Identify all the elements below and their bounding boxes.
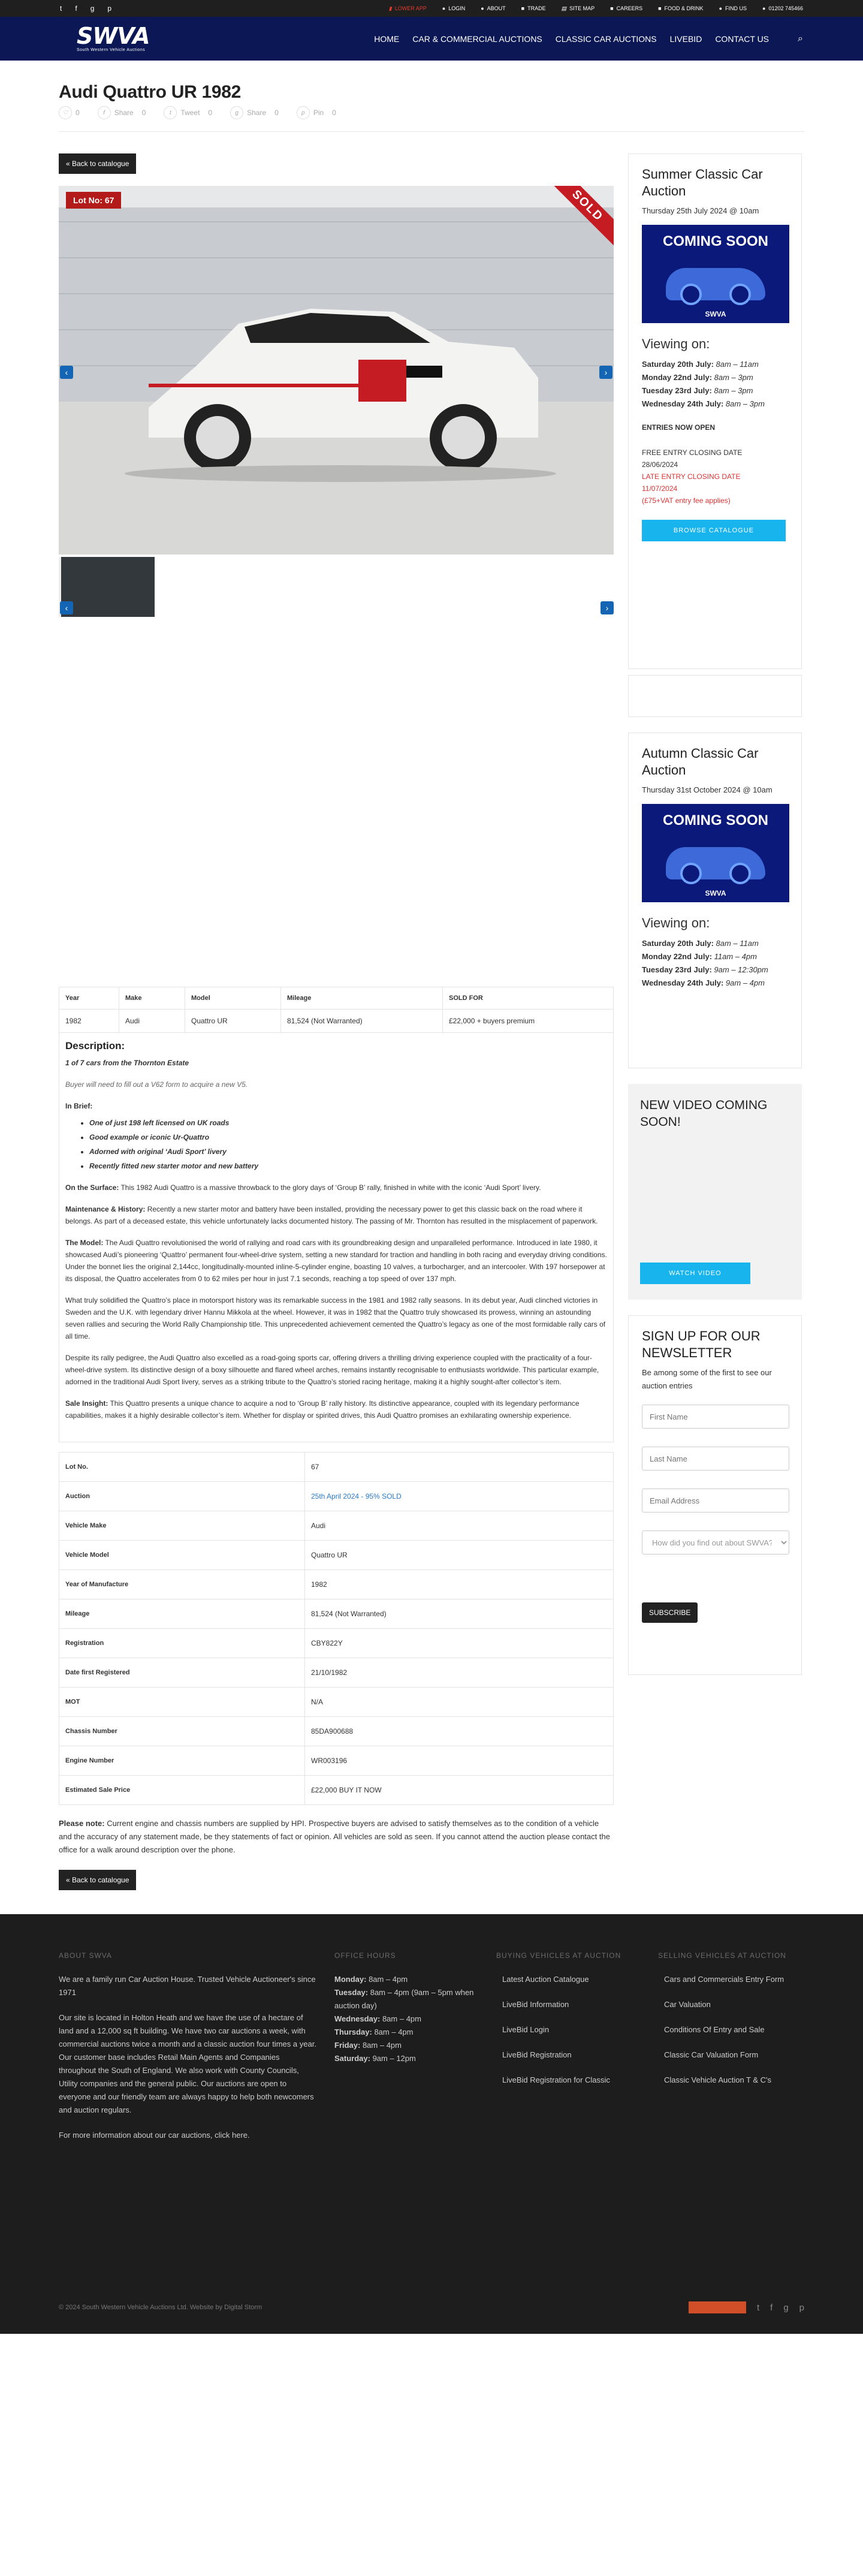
paragraph-maintenance: Maintenance & History: Recently a new starter motor and battery have been installed, providing the necessary power to get this classic back on the road where it belongs. As part of a deceased estate, this vehicle unfortunately lacks documented history. The passing of Mr. Thornton has resulted in the misplacement of paperwork. bbox=[65, 1205, 598, 1225]
facebook-icon[interactable]: f bbox=[75, 4, 77, 13]
newsletter-card bbox=[628, 1315, 802, 1675]
top-bar bbox=[0, 0, 863, 17]
table-row: MOT N/A bbox=[59, 1688, 614, 1717]
nav-livebid[interactable]: LIVEBID bbox=[669, 34, 702, 44]
email-field[interactable] bbox=[642, 1489, 789, 1513]
top-link-phone[interactable]: ● 01202 745466 bbox=[762, 5, 803, 11]
top-social bbox=[60, 4, 111, 13]
pin-icon: ● bbox=[719, 5, 722, 11]
table-row: Year of Manufacture 1982 bbox=[59, 1570, 614, 1599]
description-heading: Description: bbox=[65, 1040, 125, 1052]
nav-contact[interactable]: CONTACT US bbox=[715, 34, 770, 44]
footer-buying: BUYING VEHICLES AT AUCTION Latest Auction Catalogue LiveBid Information LiveBid Login LiveBid Registration LiveBid Registration for Classic bbox=[496, 1951, 640, 2142]
viewing-times: Viewing on: Saturday 20th July: 8am – 11am Monday 22nd July: 8am – 3pm Tuesday 23rd July: 8am – 3pm Wednesday 24th July: 8am – 3pm bbox=[642, 336, 765, 408]
table-row: Chassis Number 85DA900688 bbox=[59, 1717, 614, 1746]
site-footer bbox=[0, 1914, 863, 2334]
map-icon: ▤ bbox=[561, 5, 567, 11]
card-date: Thursday 25th July 2024 @ 10am bbox=[642, 206, 759, 215]
google-icon: g bbox=[230, 106, 243, 119]
paragraph-sale-insight: Sale Insight: This Quattro presents a unique chance to acquire a nod to ‘Group B’ rally history. Its distinctive appearance, coupled with its legendary performance capabilities, makes it a highly desirable collector’s item. Whether for display or spirited drives, this Audi Quattro promises an exhilarating ownership experience. bbox=[65, 1399, 580, 1420]
browse-catalogue-button[interactable]: BROWSE CATALOGUE bbox=[642, 520, 786, 541]
table-row: Vehicle Make Audi bbox=[59, 1511, 614, 1541]
newsletter-title: SIGN UP FOR OUR NEWSLETTER bbox=[642, 1328, 761, 1360]
copyright: © 2024 South Western Vehicle Auctions Ltd. Website by Digital Storm bbox=[59, 2304, 262, 2311]
phone-icon: ▮ bbox=[388, 5, 392, 11]
newsletter-text: Be among some of the first to see our auction entries bbox=[642, 1368, 772, 1390]
heart-icon: ♡ bbox=[59, 106, 72, 119]
google-icon[interactable]: g bbox=[783, 2302, 789, 2313]
auction-link[interactable]: 25th April 2024 - 95% SOLD bbox=[305, 1482, 614, 1511]
google-icon[interactable]: g bbox=[90, 4, 95, 13]
pinterest-icon: p bbox=[297, 106, 310, 119]
google-share-button[interactable]: g Share 0 bbox=[230, 106, 279, 119]
watch-video-button[interactable]: WATCH VIDEO bbox=[640, 1263, 750, 1284]
footer-link[interactable]: LiveBid Login bbox=[502, 2025, 550, 2034]
facebook-share-button[interactable]: f Share 0 bbox=[98, 106, 146, 119]
info-icon: ● bbox=[481, 5, 484, 11]
spec-cell: Quattro UR bbox=[185, 1010, 281, 1033]
footer-link[interactable]: Cars and Commercials Entry Form bbox=[664, 1975, 784, 1984]
nav-home[interactable]: HOME bbox=[374, 34, 400, 44]
last-name-field[interactable] bbox=[642, 1447, 789, 1471]
card-date: Thursday 31st October 2024 @ 10am bbox=[642, 785, 773, 794]
gallery-prev-arrow[interactable]: ‹ bbox=[60, 366, 73, 379]
footer-social bbox=[689, 2301, 804, 2313]
disclaimer: Please note: Current engine and chassis numbers are supplied by HPI. Prospective buyers are advised to satisfy themselves as to the condition of a vehicle and the accuracy of any statement made, be they statements of fact or opinion. All vehicles are sold as seen. If you cannot attend the auction please contact the office for a walk around description over the phone. bbox=[59, 1819, 610, 1854]
referral-select[interactable] bbox=[642, 1530, 789, 1554]
facebook-icon[interactable]: f bbox=[770, 2302, 773, 2313]
footer-bottom bbox=[59, 2301, 804, 2313]
top-link-about[interactable]: ● ABOUT bbox=[481, 5, 506, 11]
viewing-times: Viewing on: Saturday 20th July: 8am – 11am Monday 22nd July: 11am – 4pm Tuesday 23rd July: 9am – 12:30pm Wednesday 24th July: 9am – 4pm bbox=[642, 915, 768, 987]
car-photo bbox=[59, 186, 614, 555]
car-silhouette bbox=[666, 268, 765, 300]
brief-list bbox=[89, 1117, 607, 1172]
footer-link[interactable]: Latest Auction Catalogue bbox=[502, 1975, 589, 1984]
top-link-lower-app[interactable]: ▮ LOWER APP bbox=[388, 5, 427, 11]
thumbnail[interactable] bbox=[59, 557, 155, 617]
gallery-next-arrow[interactable]: › bbox=[599, 366, 612, 379]
card-title: Summer Classic Car Auction bbox=[642, 167, 763, 198]
pin-button[interactable]: p Pin 0 bbox=[297, 106, 336, 119]
summer-auction-card bbox=[628, 153, 802, 669]
spec-cell: 1982 bbox=[59, 1010, 119, 1033]
details-table bbox=[59, 1452, 614, 1805]
twitter-icon[interactable]: t bbox=[60, 4, 62, 13]
thumbs-next-arrow[interactable]: › bbox=[601, 601, 614, 614]
footer-selling: SELLING VEHICLES AT AUCTION Cars and Commercials Entry Form Car Valuation Conditions Of Entry and Sale Classic Car Valuation Form Classic Vehicle Auction T & C's bbox=[658, 1951, 802, 2142]
footer-more-link[interactable]: For more information about our car auctions, click here. bbox=[59, 2131, 250, 2140]
briefcase-icon: ■ bbox=[610, 5, 614, 11]
spec-header: Model bbox=[185, 987, 281, 1010]
sidebar bbox=[628, 153, 802, 1890]
card-title: Autumn Classic Car Auction bbox=[642, 746, 759, 778]
thumbs-prev-arrow[interactable]: ‹ bbox=[60, 601, 73, 614]
footer-link[interactable]: Conditions Of Entry and Sale bbox=[664, 2025, 765, 2034]
spec-cell: 81,524 (Not Warranted) bbox=[281, 1010, 443, 1033]
top-link-trade[interactable]: ■ TRADE bbox=[521, 5, 546, 11]
description bbox=[59, 1033, 614, 1442]
footer-link[interactable]: Classic Car Valuation Form bbox=[664, 2050, 759, 2059]
spec-table bbox=[59, 987, 614, 1033]
footer-hours: OFFICE HOURS Monday: 8am – 4pm Tuesday: 8am – 4pm (9am – 5pm when auction day) Wednesday: 8am – 4pm Thursday: 8am – 4pm Friday: 8am – 4pm Saturday: 9am – 12pm bbox=[334, 1951, 474, 2063]
first-name-field[interactable] bbox=[642, 1405, 789, 1429]
spec-cell: Audi bbox=[119, 1010, 185, 1033]
cup-icon: ■ bbox=[658, 5, 662, 11]
site-header bbox=[0, 17, 863, 61]
top-links bbox=[389, 5, 803, 12]
footer-link[interactable]: Classic Vehicle Auction T & C's bbox=[664, 2075, 772, 2084]
subscribe-button[interactable]: SUBSCRIBE bbox=[642, 1602, 698, 1623]
spec-header: Year bbox=[59, 987, 119, 1010]
spec-header: SOLD FOR bbox=[443, 987, 614, 1010]
spec-header: Make bbox=[119, 987, 185, 1010]
nav-car-commercial[interactable]: CAR & COMMERCIAL AUCTIONS bbox=[412, 34, 542, 44]
paragraph-model: The Model: The Audi Quattro revolutionised the world of rallying and road cars with its groundbreaking design and unparalleled performance. Introduced in late 1980, it showcased Audi’s pioneering ‘Quattro’ permanent four-wheel-drive system, setting a new standard for traction and handling in both racing and everyday driving conditions. Under the bonnet lies the original 2,144cc, longitudinally-mounted inline-5-cylinder engine, boasting 10 valves, a turbocharger, and an intercooler. With 197 horsepower at its disposal, the Quattro accelerates from 0 to 62 miles per hour in just 7.1 seconds, reaching a top speed of over 137 mph. bbox=[65, 1239, 607, 1283]
car-silhouette bbox=[666, 847, 765, 879]
table-row: Auction 25th April 2024 - 95% SOLD bbox=[59, 1482, 614, 1511]
back-to-catalogue-button[interactable]: « Back to catalogue bbox=[59, 153, 136, 174]
search-icon[interactable]: ⌕ bbox=[798, 33, 803, 44]
coming-soon-banner: COMING SOON SWVA bbox=[642, 804, 789, 902]
footer-about: ABOUT SWVA We are a family run Car Auction House. Trusted Vehicle Auctioneer's since 1971 Our site is located in Holton Heath and we have the use of a hectare of land and a 12,000 sq ft building. We have two car auctions a week, with commercial auctions twice a month and a classic auction four times a year. Our customer base includes Retail Main Agents and Companies throughout the South of England. We also work with County Councils, Utility companies and the general public. Our auctions are open to everyone and our friendly team are always happy to help both newcomers and auction regulars. For more information about our car auctions, click here. bbox=[59, 1951, 316, 2142]
footer-link[interactable]: LiveBid Information bbox=[502, 2000, 569, 2009]
description-note: Buyer will need to fill out a V62 form to acquire a new V5. bbox=[65, 1080, 248, 1089]
pinterest-icon[interactable]: p bbox=[107, 4, 112, 13]
table-row: Date first Registered 21/10/1982 bbox=[59, 1658, 614, 1688]
lock-icon: ● bbox=[442, 5, 446, 11]
facebook-icon: f bbox=[98, 106, 111, 119]
table-row: Estimated Sale Price £22,000 BUY IT NOW bbox=[59, 1776, 614, 1805]
like-button[interactable]: ♡ 0 bbox=[59, 106, 80, 119]
list-item: • Adorned with original ‘Audi Sport’ livery bbox=[89, 1146, 607, 1158]
vehicle-gallery[interactable] bbox=[59, 186, 614, 555]
footer-link[interactable]: LiveBid Registration for Classic bbox=[502, 2075, 610, 2084]
brief-label: In Brief: bbox=[65, 1102, 93, 1110]
table-row: Lot No. 67 bbox=[59, 1453, 614, 1482]
video-title: NEW VIDEO COMING SOON! bbox=[640, 1098, 768, 1129]
twitter-icon[interactable]: t bbox=[756, 2302, 760, 2313]
autumn-auction-card bbox=[628, 733, 802, 1068]
back-to-catalogue-button-bottom[interactable]: « Back to catalogue bbox=[59, 1870, 136, 1890]
lot-badge: Lot No: 67 bbox=[66, 192, 121, 209]
pinterest-icon[interactable]: p bbox=[799, 2302, 804, 2313]
empty-card bbox=[628, 675, 802, 717]
list-item: • Recently fitted new starter motor and new battery bbox=[89, 1160, 607, 1172]
page-title: Audi Quattro UR 1982 bbox=[59, 82, 242, 102]
spec-header: Mileage bbox=[281, 987, 443, 1010]
top-link-sitemap[interactable]: ▤ SITE MAP bbox=[561, 5, 595, 11]
description-sub: 1 of 7 cars from the Thornton Estate bbox=[65, 1059, 189, 1067]
list-item: • Good example or iconic Ur-Quattro bbox=[89, 1131, 607, 1143]
thumbnail-strip bbox=[59, 557, 614, 617]
footer-link[interactable]: Car Valuation bbox=[664, 2000, 711, 2009]
car-icon: ■ bbox=[521, 5, 525, 11]
telephone-icon: ● bbox=[762, 5, 766, 11]
twitter-icon: t bbox=[164, 106, 177, 119]
sold-ribbon: SOLD bbox=[547, 186, 614, 246]
paragraph-road: Despite its rally pedigree, the Audi Quattro also excelled as a road-going sports car, offering drivers a thrilling driving experience coupled with the practicality of a four-wheel-drive system. Its distinctive design of a boxy silhouette and flared wheel arches, remains instantly recognisable to enthusiasts worldwide. This particular example, adorned in the traditional Audi Sport livery, serves as a striking tribute to the Quattro’s storied racing heritage, making it a highly sought-after collector’s item. bbox=[65, 1354, 599, 1386]
paragraph-history: What truly solidified the Quattro’s place in motorsport history was its remarkable success in the 1981 and 1982 rally seasons. In its debut year, Audi clinched victories in Sweden and the U.K. with legendary driver Hannu Mikkola at the wheel. However, it was in 1982 that the Quattro truly showcased its prowess, winning an astounding seven rallies and securing the World Rally Championship title. This unprecedented achievement cemented the Quattro’s legacy as one of the most formidable rally cars of all time. bbox=[65, 1296, 606, 1340]
nav-classic[interactable]: CLASSIC CAR AUCTIONS bbox=[555, 34, 657, 44]
flag-badge bbox=[689, 2301, 746, 2313]
footer-link[interactable]: LiveBid Registration bbox=[502, 2050, 572, 2059]
table-row: Registration CBY822Y bbox=[59, 1629, 614, 1658]
top-link-findus[interactable]: ● FIND US bbox=[719, 5, 747, 11]
coming-soon-banner: COMING SOON SWVA bbox=[642, 225, 789, 323]
top-link-careers[interactable]: ■ CAREERS bbox=[610, 5, 643, 11]
share-bar bbox=[59, 106, 804, 119]
paragraph-surface: On the Surface: This 1982 Audi Quattro is a massive throwback to the glory days of ‘Group B’ rally, finished in white with the iconic ‘Audi Sport’ livery. bbox=[65, 1183, 541, 1192]
list-item: • One of just 198 left licensed on UK roads bbox=[89, 1117, 607, 1129]
main-nav bbox=[374, 34, 803, 44]
table-row: Mileage 81,524 (Not Warranted) bbox=[59, 1599, 614, 1629]
table-row: Engine Number WR003196 bbox=[59, 1746, 614, 1776]
top-link-login[interactable]: ● LOGIN bbox=[442, 5, 466, 11]
video-card bbox=[628, 1084, 802, 1300]
table-row: Vehicle Model Quattro UR bbox=[59, 1541, 614, 1570]
site-logo[interactable]: SWVA South Western Vehicle Auctions bbox=[77, 23, 150, 52]
spec-cell: £22,000 + buyers premium bbox=[443, 1010, 614, 1033]
content bbox=[59, 153, 614, 1890]
tweet-button[interactable]: t Tweet 0 bbox=[164, 106, 212, 119]
top-link-food[interactable]: ■ FOOD & DRINK bbox=[658, 5, 704, 11]
entry-info: ENTRIES NOW OPEN FREE ENTRY CLOSING DATE 28/06/2024 LATE ENTRY CLOSING DATE 11/07/2024 (£75+VAT entry fee applies) bbox=[642, 423, 743, 505]
